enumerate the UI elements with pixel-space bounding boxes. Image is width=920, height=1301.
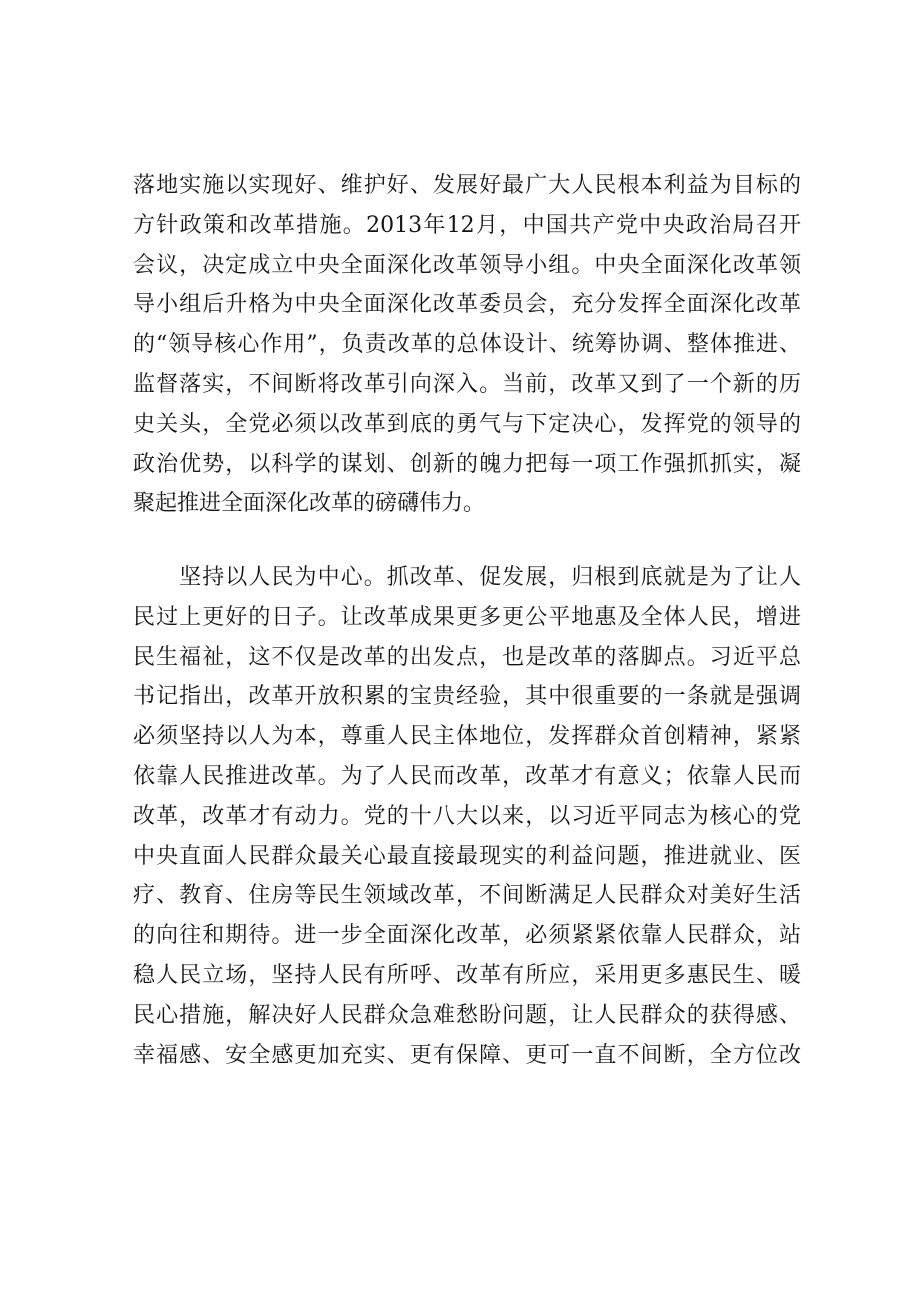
text-line: 书记指出，改革开放积累的宝贵经验，其中很重要的一条就是强调 xyxy=(133,684,801,710)
text-line: 的向往和期待。进一步全面深化改革，必须紧紧依靠人民群众，站 xyxy=(133,923,801,949)
text-line: 聚起推进全面深化改革的磅礴伟力。 xyxy=(133,491,486,517)
paragraph-2 xyxy=(133,558,801,1075)
text-line: 改革，改革才有动力。党的十八大以来，以习近平同志为核心的党 xyxy=(133,803,801,829)
text-line: 政治优势，以科学的谋划、创新的魄力把每一项工作强抓抓实，凝 xyxy=(133,451,801,477)
text-line: 史关头，全党必须以改革到底的勇气与下定决心，发挥党的领导的 xyxy=(133,411,801,437)
paragraph-1 xyxy=(133,166,801,524)
text-line: 疗、教育、住房等民生领域改革，不间断满足人民群众对美好生活 xyxy=(133,883,801,909)
text-line: 民心措施，解决好人民群众急难愁盼问题，让人民群众的获得感、 xyxy=(133,1002,801,1028)
text-line: 幸福感、安全感更加充实、更有保障、更可一直不间断，全方位改 xyxy=(133,1042,801,1068)
text-line: 稳人民立场，坚持人民有所呼、改革有所应，采用更多惠民生、暖 xyxy=(133,962,801,988)
text-line: 依靠人民推进改革。为了人民而改革，改革才有意义；依靠人民而 xyxy=(133,763,801,789)
text-line: 民过上更好的日子。让改革成果更多更公平地惠及全体人民，增进 xyxy=(133,604,801,630)
text-line: 方针政策和改革措施。2013年12月，中国共产党中央政治局召开 xyxy=(133,212,801,238)
text-line: 坚持以人民为中心。抓改革、促发展，归根到底就是为了让人 xyxy=(133,565,801,590)
text-line: 民生福祉，这不仅是改革的出发点，也是改革的落脚点。习近平总 xyxy=(133,644,801,670)
text-line: 监督落实，不间断将改革引向深入。当前，改革又到了一个新的历 xyxy=(133,371,801,397)
text-line: 中央直面人民群众最关心最直接最现实的利益问题，推进就业、医 xyxy=(133,843,801,869)
text-line: 的“领导核心作用”，负责改革的总体设计、统筹协调、整体推进、 xyxy=(133,332,801,358)
text-line: 必须坚持以人为本，尊重人民主体地位，发挥群众首创精神，紧紧 xyxy=(133,724,801,750)
text-line: 落地实施以实现好、维护好、发展好最广大人民根本利益为目标的 xyxy=(133,173,801,198)
text-line: 导小组后升格为中央全面深化改革委员会，充分发挥全面深化改革 xyxy=(133,292,801,318)
text-line: 会议，决定成立中央全面深化改革领导小组。中央全面深化改革领 xyxy=(133,252,801,278)
